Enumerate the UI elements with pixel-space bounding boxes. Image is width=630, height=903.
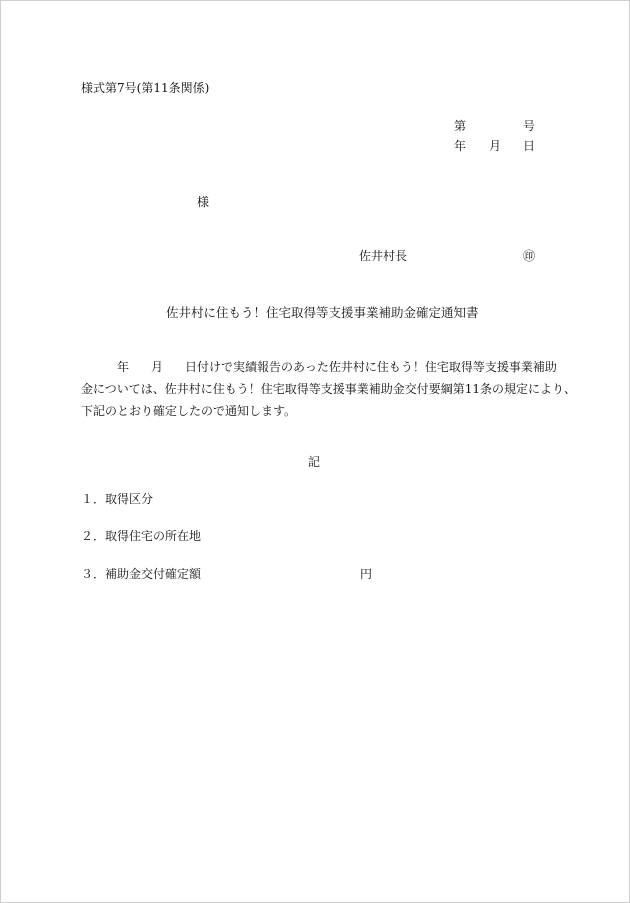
doc-number-suffix: 号 (523, 119, 536, 133)
doc-number-prefix: 第 (454, 119, 467, 133)
note-item-3: ３．補助金交付確定額 (81, 567, 202, 581)
body-paragraph (81, 356, 577, 422)
notes-heading: 記 (308, 455, 321, 469)
date-month: 月 (489, 139, 502, 153)
note-item-1: １．取得区分 (81, 492, 154, 506)
body-month: 月 (151, 360, 164, 374)
body-line-1 (81, 356, 557, 378)
note-item-3-unit: 円 (360, 567, 373, 581)
body-line-2: 金については、佐井村に住もう！住宅取得等支援事業補助金交付要綱第11条の規定により、 (81, 382, 577, 396)
sender-title: 佐井村長 (359, 249, 408, 263)
date-year: 年 (454, 139, 467, 153)
document-title: 佐井村に住もう！住宅取得等支援事業補助金確定通知書 (166, 305, 479, 320)
date-day: 日 (523, 139, 536, 153)
seal-mark: ㊞ (523, 249, 536, 263)
body-year: 年 (117, 360, 130, 374)
recipient-honorific: 様 (197, 195, 210, 209)
form-number: 様式第7号(第11条関係) (81, 81, 210, 95)
note-item-2: ２．取得住宅の所在地 (81, 529, 202, 543)
body-line1-text: 日付けで実績報告のあった佐井村に住もう！住宅取得等支援事業補助 (185, 360, 557, 374)
body-line-3: 下記のとおり確定したので通知します。 (81, 404, 297, 418)
